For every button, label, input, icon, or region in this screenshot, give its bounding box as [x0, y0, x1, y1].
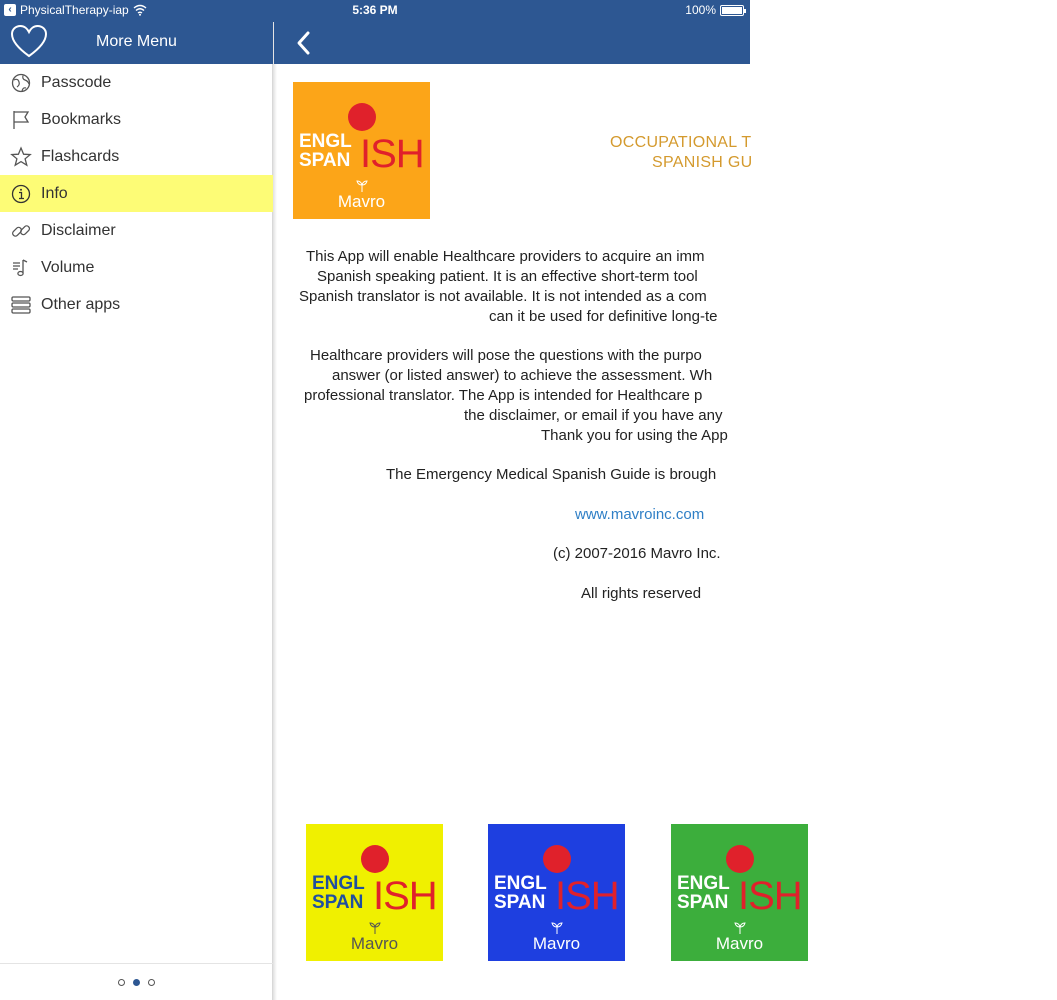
paragraph-1-line-2: Spanish speaking patient. It is an effective short-term tool — [317, 268, 698, 285]
back-to-app-icon[interactable]: ‹ — [4, 4, 16, 16]
menu-item-info[interactable] — [0, 175, 273, 212]
rights-text: All rights reserved — [581, 585, 702, 602]
sidebar-header — [0, 22, 273, 64]
logo-engl: ENGL — [494, 873, 547, 894]
menu-item-label: Other apps — [41, 295, 121, 313]
panel-shadow — [273, 0, 277, 1000]
logo-span: SPAN — [299, 150, 351, 171]
lotus-icon — [361, 845, 389, 873]
paragraph-1-line-4: can it be used for definitive long-te — [489, 308, 718, 325]
menu-item-passcode[interactable] — [0, 64, 273, 101]
logo-text — [494, 874, 547, 912]
lotus-icon — [543, 845, 571, 873]
menu-item-bookmarks[interactable] — [0, 101, 273, 138]
brought-by-text: The Emergency Medical Spanish Guide is brough — [386, 466, 717, 483]
page-indicator[interactable] — [0, 963, 273, 1000]
music-note-icon — [10, 257, 32, 279]
app-tile-green[interactable] — [671, 824, 808, 961]
leaf-icon — [550, 921, 564, 935]
info-icon — [10, 183, 32, 205]
logo-brand: Mavro — [532, 934, 581, 953]
battery-percent: 100% — [685, 3, 716, 17]
logo-ish: ISH — [738, 874, 802, 918]
logo-brand: Mavro — [350, 934, 399, 953]
paragraph-2-line-2: answer (or listed answer) to achieve the assessment. Wh — [332, 367, 713, 384]
logo-span: SPAN — [494, 892, 546, 913]
globe-icon — [10, 72, 32, 94]
menu-item-label: Passcode — [41, 73, 112, 91]
logo-engl: ENGL — [677, 873, 730, 894]
logo-text — [677, 874, 730, 912]
menu-item-label: Volume — [41, 258, 95, 276]
menu-item-label: Bookmarks — [41, 110, 122, 128]
logo-ish: ISH — [555, 874, 619, 918]
leaf-icon — [368, 921, 382, 935]
menu-item-label: Flashcards — [41, 147, 120, 165]
logo-engl: ENGL — [299, 131, 352, 152]
status-right — [685, 3, 744, 17]
logo-brand: Mavro — [715, 934, 764, 953]
page-dot-current[interactable] — [133, 979, 140, 986]
status-time: 5:36 PM — [352, 3, 398, 17]
logo-span: SPAN — [677, 892, 729, 913]
star-icon — [10, 146, 32, 168]
paragraph-2-line-1: Healthcare providers will pose the questions with the purpo — [310, 347, 702, 364]
menu-item-disclaimer[interactable] — [0, 212, 273, 249]
website-link[interactable]: www.mavroinc.com — [575, 506, 705, 523]
menu-item-flashcards[interactable] — [0, 138, 273, 175]
paragraph-2-line-4: the disclaimer, or email if you have any — [464, 407, 723, 424]
logo-ish: ISH — [373, 874, 437, 918]
app-tile-yellow[interactable] — [306, 824, 443, 961]
paragraph-2-line-5: Thank you for using the App — [541, 427, 728, 444]
menu-item-volume[interactable] — [0, 249, 273, 286]
sidebar-title: More Menu — [96, 33, 177, 50]
logo-text — [312, 874, 365, 912]
battery-icon — [720, 5, 744, 16]
status-bar — [0, 0, 750, 22]
carrier-label: PhysicalTherapy-iap — [20, 3, 129, 17]
app-heading — [610, 133, 910, 173]
menu-item-label: Disclaimer — [41, 221, 116, 239]
logo-ish: ISH — [360, 132, 424, 176]
main-header — [274, 22, 750, 64]
lotus-icon — [348, 103, 376, 131]
logo-span: SPAN — [312, 892, 364, 913]
stack-icon — [10, 294, 32, 316]
info-panel — [274, 0, 802, 1000]
flag-icon — [10, 109, 32, 131]
link-icon — [10, 220, 32, 242]
logo-text — [299, 132, 352, 170]
back-chevron-icon[interactable] — [294, 30, 314, 56]
menu-list — [0, 64, 273, 323]
logo-engl: ENGL — [312, 873, 365, 894]
menu-item-label: Info — [41, 184, 68, 202]
copyright-text: (c) 2007-2016 Mavro Inc. — [553, 545, 721, 562]
page-dot[interactable] — [148, 979, 155, 986]
leaf-icon — [733, 921, 747, 935]
paragraph-1-line-1: This App will enable Healthcare providers to acquire an imm — [306, 248, 705, 265]
lotus-icon — [726, 845, 754, 873]
app-logo — [293, 82, 430, 219]
menu-item-other-apps[interactable] — [0, 286, 273, 323]
paragraph-1-line-3: Spanish translator is not available. It is not intended as a com — [299, 288, 707, 305]
paragraph-2-line-3: professional translator. The App is intended for Healthcare p — [304, 387, 703, 404]
heading-line-1: OCCUPATIONAL T — [610, 134, 752, 151]
sidebar — [0, 0, 273, 1000]
app-tile-blue[interactable] — [488, 824, 625, 961]
page-dot[interactable] — [118, 979, 125, 986]
logo-brand: Mavro — [337, 192, 386, 211]
heading-line-2: SPANISH GU — [652, 154, 753, 171]
leaf-icon — [355, 179, 369, 193]
